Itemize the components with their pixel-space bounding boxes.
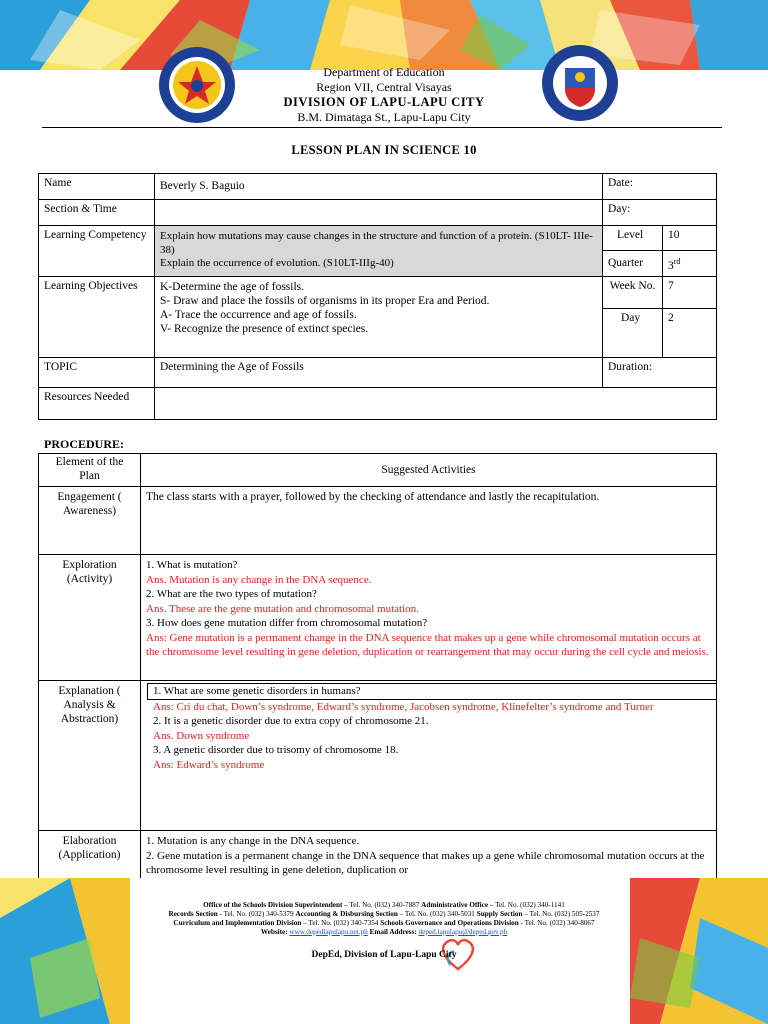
week-label: Week No. xyxy=(603,277,663,309)
quarter-value: 3rd xyxy=(663,251,717,277)
explanation-label: Explanation ( Analysis & Abstraction) xyxy=(39,681,141,831)
footer-line: Office of the Schools Division Superintendent – Tel. No. (032) 340-7887 Administrative Office – Tel. No. (032) 340-1141 xyxy=(203,901,565,909)
footer-line: Website: www.depedlapulapu.net.ph Email Address: deped.lapulapu@deped.gov.ph xyxy=(260,928,508,936)
duration-label: Duration: xyxy=(603,358,717,388)
website-link[interactable]: www.depedlapulapu.net.ph xyxy=(289,928,368,936)
footer-contacts xyxy=(0,901,768,937)
question: 1. What are some genetic disorders in humans? xyxy=(147,683,716,700)
exploration-label: Exploration (Activity) xyxy=(39,555,141,681)
footer-line: Records Section - Tel. No. (032) 340-5379 Accounting & Disbursing Section – Tel. No. (032) 340-5031 Supply Section – Tel. No. (032) 505-2537 xyxy=(168,910,600,918)
competency-value: Explain how mutations may cause changes in the structure and function of a protein. (S10LT- IIIe-38) Explain the occurrence of evolution. (S10LT-IIIg-40) xyxy=(155,226,603,277)
week-value: 7 xyxy=(663,277,717,309)
resources-label: Resources Needed xyxy=(39,388,155,420)
topic-label: TOPIC xyxy=(39,358,155,388)
resources-value xyxy=(155,388,717,420)
level-label: Level xyxy=(603,226,663,251)
division-address: B.M. Dimataga St., Lapu-Lapu City xyxy=(297,110,471,124)
engagement-text: The class starts with a prayer, followed by the checking of attendance and lastly the recapitulation. xyxy=(141,487,717,555)
question: 1. What is mutation? xyxy=(146,559,238,571)
region-name: Region VII, Central Visayas xyxy=(316,80,452,94)
competency-label: Learning Competency xyxy=(39,226,155,277)
objective-item: V- Recognize the presence of extinct species. xyxy=(160,323,369,335)
engagement-label: Engagement ( Awareness) xyxy=(39,487,141,555)
procedure-label: PROCEDURE: xyxy=(44,437,124,451)
footer-tagline: DepEd, Division of Lapu-Lapu City xyxy=(311,950,457,960)
division-name: DIVISION OF LAPU-LAPU CITY xyxy=(283,95,485,109)
objectives-list xyxy=(155,277,603,358)
day-cell-label: Day xyxy=(603,309,663,358)
section-value xyxy=(155,200,603,226)
header-divider xyxy=(42,127,722,128)
answer: Ans. Down syndrome xyxy=(153,729,250,742)
elaboration-content xyxy=(141,831,717,882)
elaboration-line: 2. Gene mutation is a permanent change in the DNA sequence that makes up a gene while chromosomal mutation occurs at the chromosome level resulting in gene deletion, duplication or xyxy=(146,849,705,876)
objectives-label: Learning Objectives xyxy=(39,277,155,358)
name-label: Name xyxy=(39,174,155,200)
answer: Ans: Edward’s syndrome xyxy=(153,758,265,771)
answer: Ans. Mutation is any change in the DNA sequence. xyxy=(146,573,372,586)
department-name: Department of Education xyxy=(323,65,445,79)
section-label: Section & Time xyxy=(39,200,155,226)
name-value: Beverly S. Baguio xyxy=(155,174,603,200)
level-value: 10 xyxy=(663,226,717,251)
document-title: LESSON PLAN IN SCIENCE 10 xyxy=(291,143,477,157)
answer: Ans: Cri du chat, Down’s syndrome, Edward’s syndrome, Jacobsen syndrome, Klinefelter’s syndrome and Turner xyxy=(153,700,654,713)
question: 3. How does gene mutation differ from chromosomal mutation? xyxy=(146,617,428,629)
question: 3. A genetic disorder due to trisomy of chromosome 18. xyxy=(153,744,399,756)
explanation-content xyxy=(141,681,717,831)
date-label: Date: xyxy=(603,174,717,200)
answer: Ans. These are the gene mutation and chromosomal mutation. xyxy=(146,602,419,615)
activities-header: Suggested Activities xyxy=(141,454,717,487)
question: 2. It is a genetic disorder due to extra copy of chromosome 21. xyxy=(153,715,429,727)
day-value: 2 xyxy=(663,309,717,358)
letterhead xyxy=(0,65,768,125)
objective-item: K-Determine the age of fossils. xyxy=(160,281,305,293)
element-header: Element of the Plan xyxy=(39,454,141,487)
quarter-label: Quarter xyxy=(603,251,663,277)
elaboration-label: Elaboration (Application) xyxy=(39,831,141,882)
exploration-content xyxy=(141,555,717,681)
objective-item: A- Trace the occurrence and age of fossils. xyxy=(160,309,357,321)
question: 2. What are the two types of mutation? xyxy=(146,588,317,600)
email-link[interactable]: deped.lapulapu@deped.gov.ph xyxy=(418,928,508,936)
lesson-info-table xyxy=(38,173,717,420)
objective-item: S- Draw and place the fossils of organisms in its proper Era and Period. xyxy=(160,295,490,307)
elaboration-line: 1. Mutation is any change in the DNA sequence. xyxy=(146,835,360,847)
footer-line: Curriculum and Implementation Division – Tel. No. (032) 340-7354 Schools Governance and Operations Division - Tel. No. (032) 340-8067 xyxy=(173,919,595,927)
procedure-table xyxy=(38,453,717,882)
day-label: Day: xyxy=(603,200,717,226)
topic-value: Determining the Age of Fossils xyxy=(155,358,603,388)
answer: Ans: Gene mutation is a permanent change in the DNA sequence that makes up a gene while chromosomal mutation occurs at the chromosome level resulting in gene deletion, duplication or rearrangement that may occur during the cell cycle and meiosis. xyxy=(146,631,709,658)
top-banner xyxy=(0,0,768,70)
